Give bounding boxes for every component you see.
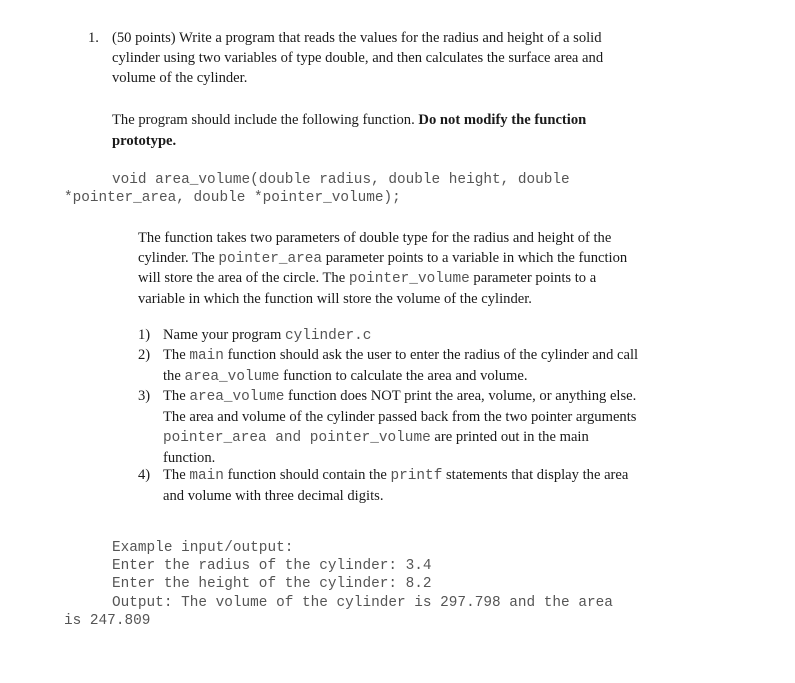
question-number: 1. [88,30,99,46]
description-line-3: will store the area of the circle. The pointer_volume parameter points to a [138,270,597,288]
prototype-line-2: *pointer_area, double *pointer_volume); [64,190,401,206]
req-2-text: The main function should ask the user to enter the radius of the cylinder and call the area_volume function to calculate the area and volume. [163,347,639,385]
intro-text: The program should include the following function. [112,112,415,128]
req-2-num: 2) [138,347,151,363]
intro-bold-2: prototype. [112,133,177,149]
code-pointer-volume: pointer_volume [348,271,470,288]
question-line-2: cylinder using two variables of type double, and then calculates the surface area and [112,50,604,66]
description-line-2: cylinder. The pointer_area parameter points to a variable in which the function [138,249,628,267]
req-4-text: The main function should contain the printf statements that display the area and volume with three decimal digits. [163,467,629,504]
intro-bold-1: Do not modify the function [418,112,587,128]
example-line-1: Enter the radius of the cylinder: 3.4 [112,558,432,574]
example-line-3: Output: The volume of the cylinder is 297.798 and the area [112,595,613,611]
question-points: (50 points) [112,30,176,46]
req-1-num: 1) [138,327,151,343]
prototype-line-1: void area_volume(double radius, double height, double [112,172,570,188]
req-1-text: Name your program cylinder.c [163,327,372,344]
question-text [112,28,682,88]
code-cylinder-c: cylinder.c [285,328,372,344]
example-line-2: Enter the height of the cylinder: 8.2 [112,576,432,592]
req-4-num: 4) [138,467,151,483]
req-3-text: The area_volume function does NOT print the area, volume, or anything else. The area and volume of the cylinder passed back from the two pointer arguments pointer_area and pointer_volume are printed out in the main function. [163,388,637,466]
description-line-4: variable in which the function will store the volume of the cylinder. [138,290,532,307]
code-pointer-area: pointer_area [218,250,323,267]
description-line-1: The function takes two parameters of double type for the radius and height of the [138,230,612,246]
req-3-num: 3) [138,388,151,404]
intro-paragraph [112,110,586,152]
question-line-1: Write a program that reads the values for the radius and height of a solid [179,30,602,46]
example-header: Example input/output: [112,540,294,556]
function-description [138,229,627,309]
question-line-3: volume of the cylinder. [112,70,248,86]
example-line-4: is 247.809 [64,613,151,629]
